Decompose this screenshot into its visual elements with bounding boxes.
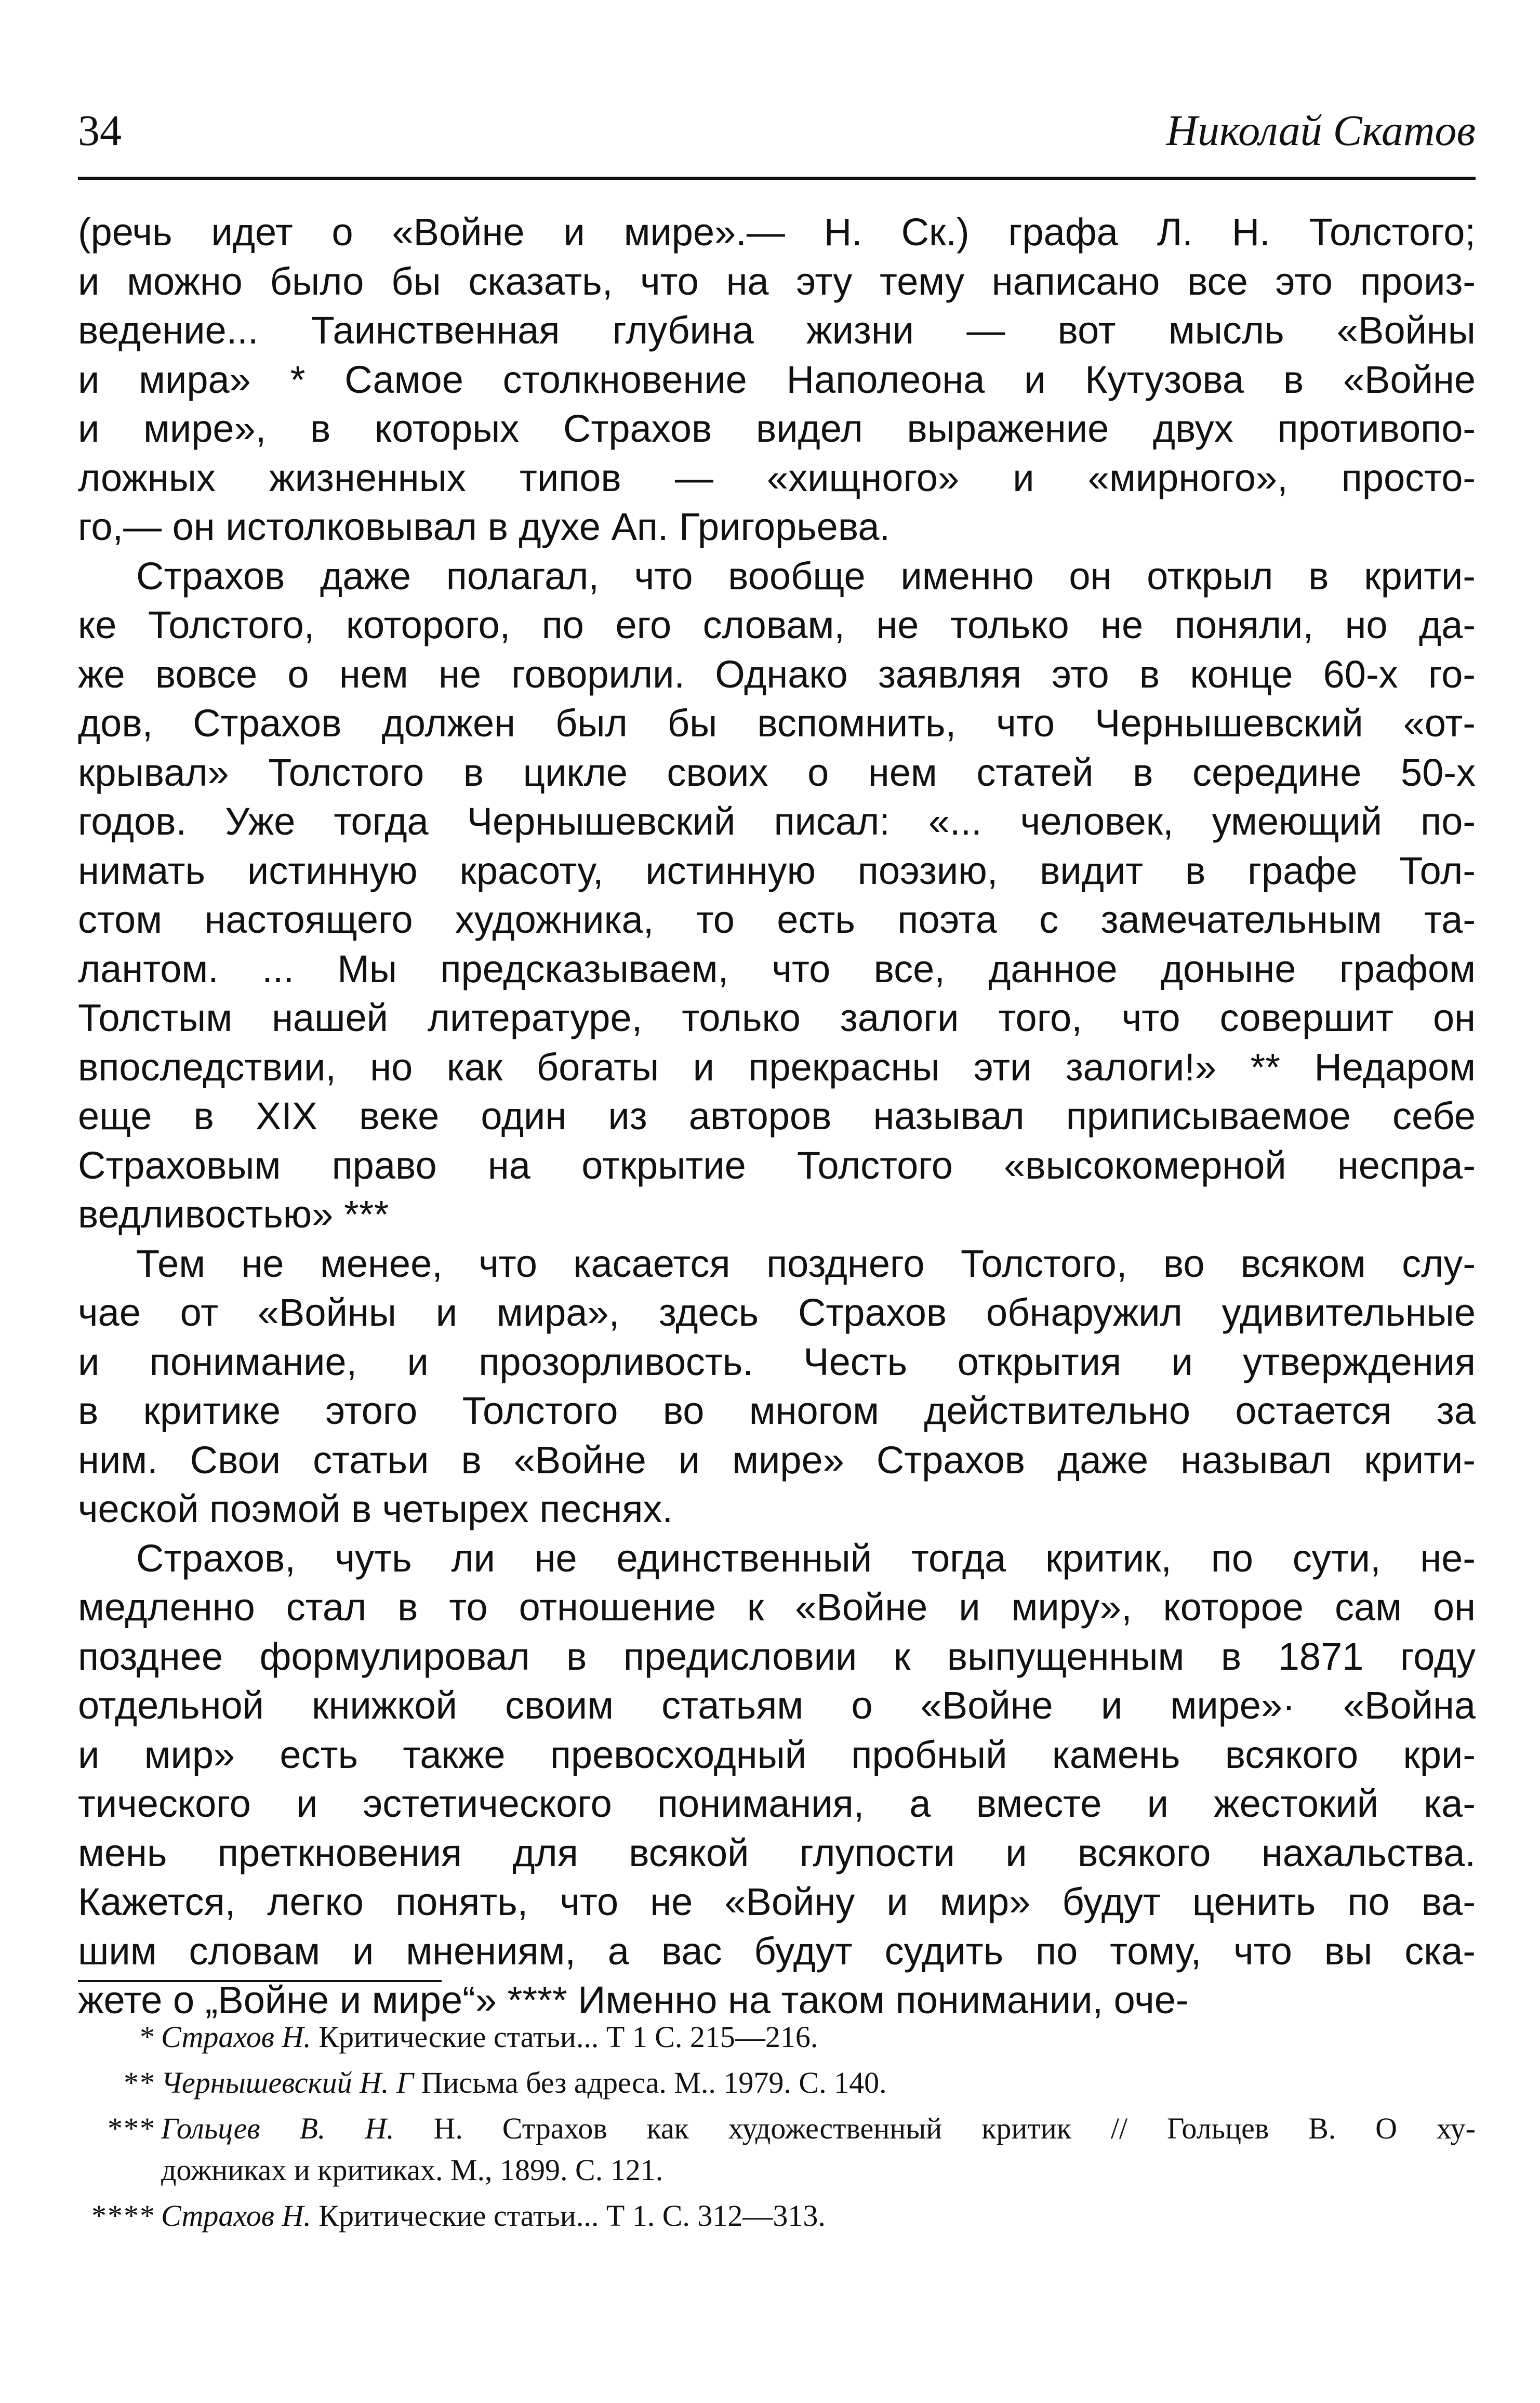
- footnote-text: Критические статьи... Т 1 С. 215—216.: [318, 2020, 818, 2054]
- text-line: и мир» есть также превосходный пробный камень всякого кри-: [78, 1733, 1476, 1776]
- footnote-author: Гольцев В. Н.: [161, 2111, 394, 2145]
- text-line: крывал» Толстого в цикле своих о нем статей в середине 50-х: [78, 750, 1476, 794]
- footnote-line: [161, 2149, 1476, 2191]
- text-line: Тем не менее, что касается позднего Толстого, во всяком слу-: [136, 1242, 1476, 1285]
- text-line: стом настоящего художника, то есть поэта с замечательным та-: [78, 898, 1476, 941]
- text-line: ческой поэмой в четырех песнях.: [78, 1487, 673, 1530]
- text-line: впоследствии, но как богаты и прекрасны эти залоги!» ** Недаром: [78, 1045, 1476, 1089]
- footnote-mark: ****: [91, 2199, 156, 2233]
- paragraph: [78, 208, 1476, 552]
- footnote-text: Письма без адреса. М.. 1979. С. 140.: [421, 2066, 887, 2100]
- paragraph: [78, 1534, 1476, 2025]
- text-line: ведливостью» ***: [78, 1193, 389, 1236]
- footnote: [78, 2108, 1476, 2191]
- text-line: же вовсе о нем не говорили. Однако заявляя это в конце 60-х го-: [78, 652, 1476, 696]
- text-line: и можно было бы сказать, что на эту тему написано все это произ-: [78, 259, 1476, 303]
- footnote-text: Критические статьи... Т 1. С. 312—313.: [318, 2199, 826, 2233]
- text-line: медленно стал в то отношение к «Войне и миру», которое сам он: [78, 1586, 1476, 1629]
- text-line: и мира» * Самое столкновение Наполеона и Кутузова в «Войне: [78, 358, 1476, 401]
- text-line: в критике этого Толстого во многом действительно остается за: [78, 1389, 1476, 1432]
- running-header: [78, 109, 1476, 153]
- footnote-line: [161, 2016, 1476, 2058]
- footnote-line: [161, 2195, 1476, 2237]
- footnote-author: Страхов Н.: [161, 2199, 311, 2233]
- footnote-line: [161, 2062, 1476, 2104]
- text-line: и мире», в которых Страхов видел выражение двух противопо-: [78, 407, 1476, 450]
- text-line: го,— он истолковывал в духе Ап. Григорьева.: [78, 505, 891, 548]
- text-line: Страхов, чуть ли не единственный тогда критик, по сути, не-: [136, 1536, 1476, 1580]
- text-line: ним. Свои статьи в «Войне и мире» Страхов даже называл крити-: [78, 1438, 1476, 1482]
- text-line: шим словам и мнениям, а вас будут судить по тому, что вы ска-: [78, 1929, 1476, 1973]
- header-rule: [78, 177, 1476, 180]
- body-text: [78, 208, 1476, 2025]
- text-line: тического и эстетического понимания, а вместе и жестокий ка-: [78, 1782, 1476, 1825]
- text-line: ведение... Таинственная глубина жизни — вот мысль «Войны: [78, 309, 1476, 352]
- text-line: мень преткновения для всякой глупости и всякого нахальства.: [78, 1831, 1476, 1874]
- text-line: Страховым право на открытие Толстого «высокомерной неспра-: [78, 1143, 1476, 1187]
- paragraph: [78, 1239, 1476, 1534]
- text-line: чае от «Войны и мира», здесь Страхов обнаружил удивительные: [78, 1291, 1476, 1334]
- text-line: Страхов даже полагал, что вообще именно он открыл в крити-: [136, 554, 1476, 598]
- text-line: позднее формулировал в предисловии к выпущенным в 1871 году: [78, 1634, 1476, 1678]
- text-line: ложных жизненных типов — «хищного» и «мирного», просто-: [78, 456, 1476, 499]
- text-line: дов, Страхов должен был бы вспомнить, что Чернышевский «от-: [78, 702, 1476, 745]
- footnote-mark: *: [140, 2020, 156, 2054]
- text-line: годов. Уже тогда Чернышевский писал: «... человек, умеющий по-: [78, 800, 1476, 843]
- footnote-line: [161, 2108, 1476, 2149]
- footnote-mark: ***: [108, 2111, 156, 2145]
- footnote: [78, 2195, 1476, 2237]
- footnote-author: Страхов Н.: [161, 2020, 311, 2054]
- footnote: [78, 2062, 1476, 2104]
- footnotes: [78, 2016, 1476, 2241]
- text-line: Кажется, легко понять, что не «Войну и мир» будут ценить по ва-: [78, 1880, 1476, 1923]
- footnote-author: Чернышевский Н. Г: [161, 2066, 414, 2100]
- text-line: еще в XIX веке один из авторов называл приписываемое себе: [78, 1094, 1476, 1138]
- paragraph: [78, 552, 1476, 1239]
- text-line: нимать истинную красоту, истинную поэзию, видит в графе Тол-: [78, 849, 1476, 892]
- running-header-author: Николай Скатов: [1166, 107, 1476, 155]
- footnote-separator: [78, 1980, 442, 1982]
- text-line: (речь идет о «Войне и мире».— Н. Ск.) графа Л. Н. Толстого;: [78, 210, 1476, 254]
- footnote-text: дожниках и критиках. М., 1899. С. 121.: [161, 2153, 663, 2187]
- text-line: ке Толстого, которого, по его словам, не только не поняли, но да-: [78, 603, 1476, 646]
- text-line: жете о „Войне и мире“» **** Именно на таком понимании, оче-: [78, 1978, 1189, 2022]
- text-line: лантом. ... Мы предсказываем, что все, данное доныне графом: [78, 947, 1476, 991]
- text-line: отдельной книжкой своим статьям о «Войне и мире»· «Война: [78, 1684, 1476, 1727]
- page-number: 34: [78, 107, 122, 155]
- footnote: [78, 2016, 1476, 2058]
- footnote-mark: **: [124, 2066, 156, 2100]
- footnote-text: Н. Страхов как художественный критик // Гольцев В. О ху-: [433, 2111, 1476, 2145]
- text-line: Толстым нашей литературе, только залоги того, что совершит он: [78, 996, 1476, 1039]
- text-line: и понимание, и прозорливость. Честь открытия и утверждения: [78, 1340, 1476, 1383]
